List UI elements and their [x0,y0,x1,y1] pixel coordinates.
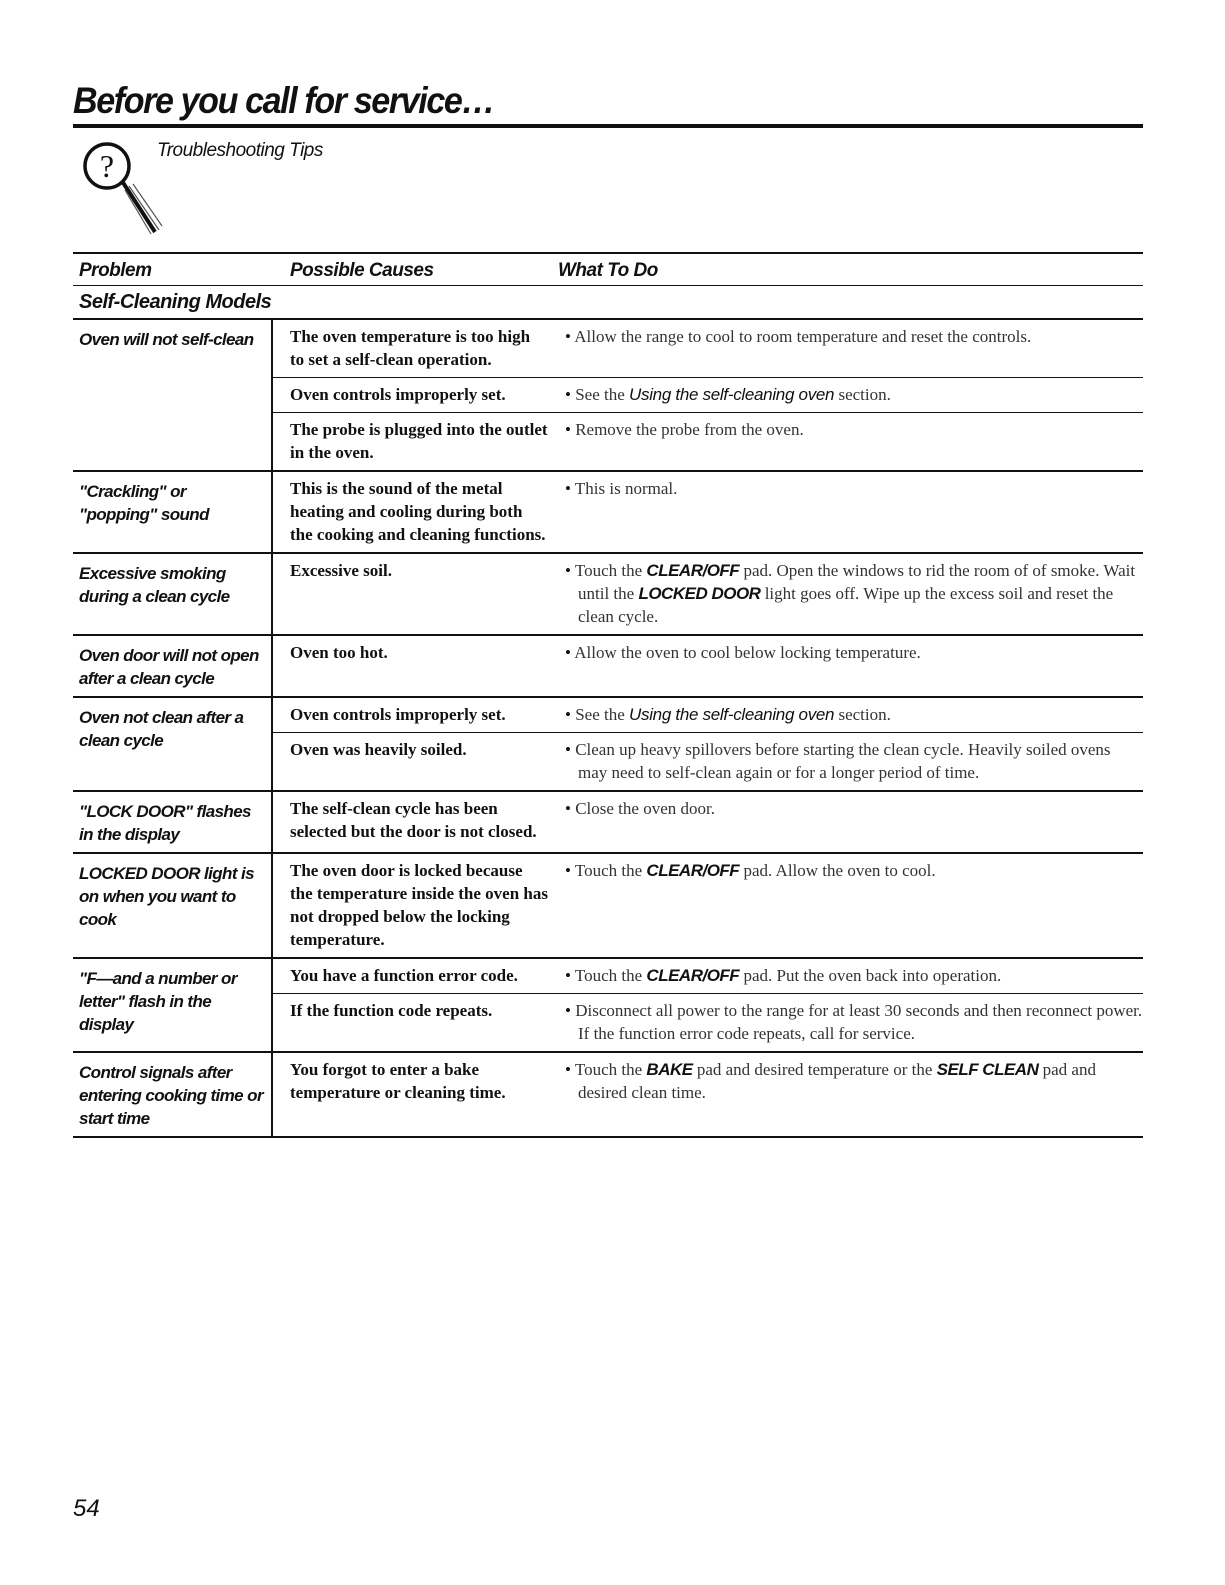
table-row [273,320,1143,377]
instruction-text: Touch the [574,861,647,880]
possible-cause: You forgot to enter a bake temperature or cleaning time. [290,1060,506,1102]
problem-label: Oven door will not open after a clean cycle [73,636,273,696]
problem-group [73,698,1143,792]
possible-cause: You have a function error code. [290,966,518,985]
instruction-text: section. [834,385,891,404]
problem-label: "LOCK DOOR" flashes in the display [73,792,273,852]
table-header [73,252,1143,286]
table-row [273,377,1143,412]
svg-text:?: ? [99,148,115,184]
problem-label: Oven not clean after a clean cycle [73,698,273,790]
bullet-icon: • [565,705,576,724]
instruction-text: section. [834,705,891,724]
bullet-icon: • [565,385,576,404]
cause-rows [273,472,1143,552]
instruction-text: See the [575,705,630,724]
possible-cause: This is the sound of the metal heating and cooling during both the cooking and cleaning functions. [290,479,546,544]
what-to-do [556,999,1143,1045]
problem-group [73,854,1143,959]
problem-label: Oven will not self-clean [73,320,273,470]
control-pad-name: CLEAR/OFF [646,561,740,580]
bullet-icon: • [565,479,575,498]
page-title: Before you call for service… [73,80,495,121]
problem-label: Excessive smoking during a clean cycle [73,554,273,634]
what-to-do [556,964,1143,987]
problem-group [73,472,1143,554]
instruction-text: Touch the [574,1060,647,1079]
possible-cause: The probe is plugged into the outlet in the oven. [290,420,548,462]
table-row [273,732,1143,790]
table-row [273,993,1143,1051]
what-to-do [556,641,1143,664]
problem-group [73,792,1143,854]
instruction-text: Touch the [574,966,647,985]
problem-group [73,554,1143,636]
instruction-text: Allow the range to cool to room temperature and reset the controls. [574,327,1032,346]
table-row [273,1053,1143,1110]
cause-rows [273,1053,1143,1136]
instruction-text: pad and desired clean time. [578,1060,1096,1102]
instruction-text: Close the oven door. [575,799,715,818]
section-reference: Using the self-cleaning oven [629,385,835,404]
instruction-text: Remove the probe from the oven. [575,420,804,439]
bullet-icon: • [565,327,575,346]
instruction-text: pad. Allow the oven to cool. [739,861,936,880]
instruction-text: pad. Open the windows to rid the room of of smoke. Wait until the [578,561,1136,603]
possible-cause: The self-clean cycle has been selected but the door is not closed. [290,799,537,841]
what-to-do [556,418,1143,464]
problem-group [73,959,1143,1053]
cause-rows [273,792,1143,852]
cause-rows [273,959,1143,1051]
control-pad-name: CLEAR/OFF [646,966,740,985]
table-row [273,698,1143,732]
what-to-do [556,325,1143,371]
bullet-icon: • [565,1001,576,1020]
possible-cause: Oven controls improperly set. [290,385,506,404]
problem-group [73,320,1143,472]
page-number: 54 [73,1495,100,1522]
table-row [273,854,1143,957]
header-todo: What To Do [558,260,658,281]
bullet-icon: • [565,643,575,662]
what-to-do [556,477,1143,546]
possible-cause: Oven too hot. [290,643,388,662]
troubleshooting-table [73,252,1143,1138]
cause-rows [273,698,1143,790]
what-to-do [556,703,1143,726]
header-problem: Problem [79,260,152,281]
what-to-do [556,738,1143,784]
bullet-icon: • [565,420,576,439]
instruction-text: light goes off. Wipe up the excess soil and reset the clean cycle. [578,584,1114,626]
bullet-icon: • [565,861,575,880]
what-to-do [556,1058,1143,1104]
possible-cause: Oven controls improperly set. [290,705,506,724]
problem-label: "Crackling" or "popping" sound [73,472,273,552]
problem-label: Control signals after entering cooking time or start time [73,1053,273,1136]
instruction-text: Touch the [574,561,647,580]
bullet-icon: • [565,561,575,580]
table-row [273,472,1143,552]
possible-cause: If the function code repeats. [290,1001,493,1020]
control-pad-name: BAKE [646,1060,693,1079]
instruction-text: Disconnect all power to the range for at least 30 seconds and then reconnect power. If the function error code repeats, call for service. [575,1001,1143,1043]
what-to-do [556,797,1143,843]
section-reference: Using the self-cleaning oven [629,705,835,724]
bullet-icon: • [565,799,576,818]
possible-cause: Oven was heavily soiled. [290,740,467,759]
control-pad-name: CLEAR/OFF [646,861,740,880]
control-pad-name: LOCKED DOOR [638,584,761,603]
cause-rows [273,854,1143,957]
instruction-text: pad and desired temperature or the [692,1060,937,1079]
bullet-icon: • [565,966,575,985]
section-subtitle: Troubleshooting Tips [157,140,323,161]
instruction-text: See the [575,385,630,404]
table-row [273,792,1143,849]
bullet-icon: • [565,1060,575,1079]
problem-group [73,1053,1143,1138]
what-to-do [556,383,1143,406]
control-pad-name: SELF CLEAN [936,1060,1039,1079]
instruction-text: pad. Put the oven back into operation. [739,966,1002,985]
possible-cause: The oven door is locked because the temperature inside the oven has not dropped below the locking temperature. [290,861,548,949]
cause-rows [273,554,1143,634]
table-row [273,959,1143,993]
cause-rows [273,636,1143,696]
possible-cause: Excessive soil. [290,561,392,580]
table-row [273,636,1143,670]
instruction-text: Allow the oven to cool below locking temperature. [574,643,921,662]
instruction-text: This is normal. [574,479,678,498]
what-to-do [556,559,1143,628]
table-row [273,412,1143,470]
problem-group [73,636,1143,698]
header-causes: Possible Causes [290,260,434,281]
title-rule [73,124,1143,128]
instruction-text: Clean up heavy spillovers before starting the clean cycle. Heavily soiled ovens may need to self-clean again or for a longer period of time. [575,740,1111,782]
what-to-do [556,859,1143,951]
cause-rows [273,320,1143,470]
problem-label: "F—and a number or letter" flash in the display [73,959,273,1051]
bullet-icon: • [565,740,576,759]
problem-groups [73,320,1143,1138]
problem-label: LOCKED DOOR light is on when you want to cook [73,854,273,957]
possible-cause: The oven temperature is too high to set a self-clean operation. [290,327,531,369]
section-heading: Self-Cleaning Models [73,286,1143,320]
table-row [273,554,1143,634]
